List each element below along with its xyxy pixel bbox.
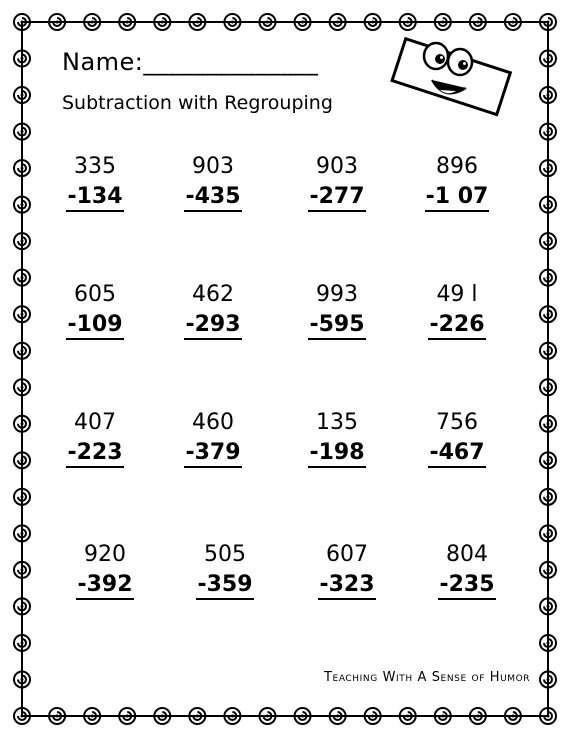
minuend: 903 bbox=[192, 154, 234, 179]
problem-r2-c3 bbox=[282, 280, 392, 340]
name-field-label: Name:______________ bbox=[62, 48, 319, 76]
minuend: 993 bbox=[316, 282, 358, 307]
problem-r1-c3 bbox=[282, 152, 392, 212]
minuend: 505 bbox=[204, 542, 246, 567]
minuend: 903 bbox=[316, 154, 358, 179]
minuend: 756 bbox=[436, 410, 478, 435]
subtrahend: -293 bbox=[184, 311, 241, 340]
subtrahend: -467 bbox=[428, 439, 485, 468]
minuend: 920 bbox=[84, 542, 126, 567]
problem-r4-c4 bbox=[412, 540, 522, 600]
minuend: 804 bbox=[446, 542, 488, 567]
problem-r2-c4 bbox=[402, 280, 512, 340]
subtrahend: -435 bbox=[184, 183, 241, 212]
subtrahend: -226 bbox=[428, 311, 485, 340]
subtrahend: -277 bbox=[308, 183, 365, 212]
subtrahend: -198 bbox=[308, 439, 365, 468]
subtrahend: -323 bbox=[318, 571, 375, 600]
publisher-credit: Teaching With A Sense of Humor bbox=[324, 670, 531, 685]
problem-r3-c4 bbox=[402, 408, 512, 468]
subtrahend: -392 bbox=[76, 571, 133, 600]
minuend: 605 bbox=[74, 282, 116, 307]
minuend: 407 bbox=[74, 410, 116, 435]
smiling-rectangle-mascot-icon bbox=[384, 22, 514, 122]
worksheet-title: Subtraction with Regrouping bbox=[62, 92, 333, 114]
problem-r4-c2 bbox=[170, 540, 280, 600]
subtrahend: -223 bbox=[66, 439, 123, 468]
minuend: 335 bbox=[74, 154, 116, 179]
problem-r4-c1 bbox=[50, 540, 160, 600]
problem-r3-c2 bbox=[158, 408, 268, 468]
subtrahend: -379 bbox=[184, 439, 241, 468]
problem-r3-c1 bbox=[40, 408, 150, 468]
subtrahend: -235 bbox=[438, 571, 495, 600]
subtrahend: -359 bbox=[196, 571, 253, 600]
problem-r4-c3 bbox=[292, 540, 402, 600]
problem-r2-c2 bbox=[158, 280, 268, 340]
minuend: 462 bbox=[192, 282, 234, 307]
minuend: 607 bbox=[326, 542, 368, 567]
minuend: 49 l bbox=[436, 282, 478, 307]
problem-r2-c1 bbox=[40, 280, 150, 340]
subtrahend: -134 bbox=[66, 183, 123, 212]
minuend: 896 bbox=[436, 154, 478, 179]
minuend: 135 bbox=[316, 410, 358, 435]
subtrahend: -595 bbox=[308, 311, 365, 340]
problem-r1-c4 bbox=[402, 152, 512, 212]
problem-r3-c3 bbox=[282, 408, 392, 468]
minuend: 460 bbox=[192, 410, 234, 435]
problem-r1-c2 bbox=[158, 152, 268, 212]
problem-r1-c1 bbox=[40, 152, 150, 212]
subtrahend: -1 07 bbox=[425, 183, 490, 212]
subtrahend: -109 bbox=[66, 311, 123, 340]
